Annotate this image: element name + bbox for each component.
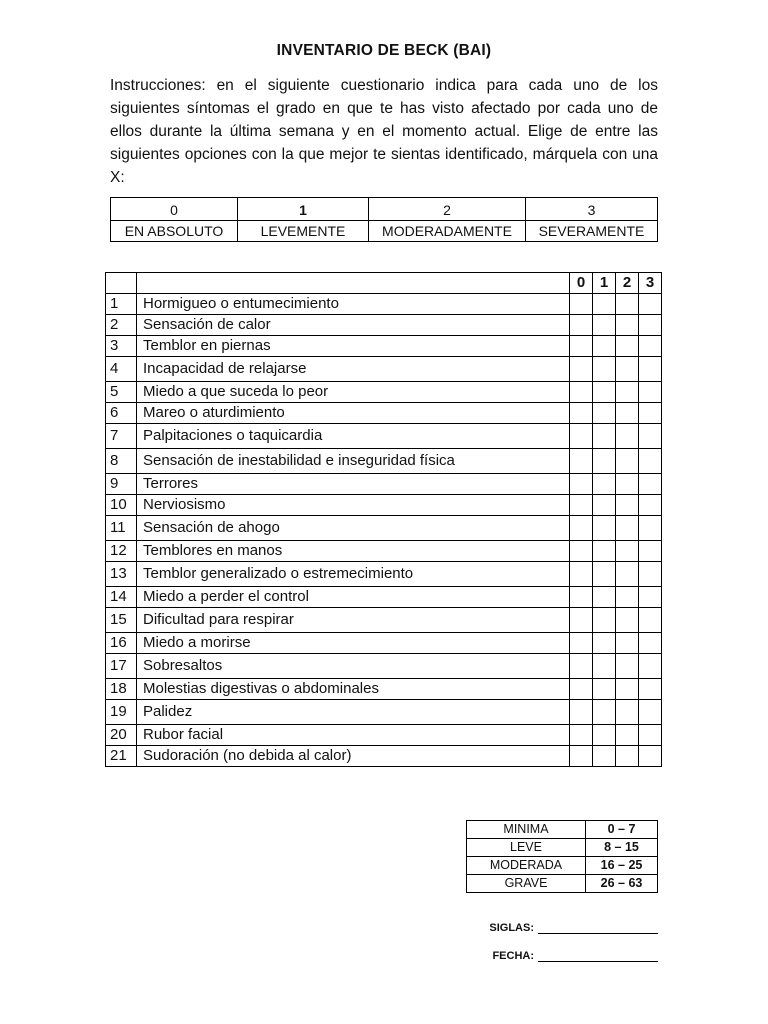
score-cell-2[interactable] (616, 746, 639, 767)
score-cell-3[interactable] (639, 746, 662, 767)
score-cell-3[interactable] (639, 474, 662, 495)
score-cell-0[interactable] (570, 587, 593, 608)
score-cell-2[interactable] (616, 474, 639, 495)
inventory-row (106, 424, 662, 449)
symptom-text: Temblor generalizado o estremecimiento (137, 562, 570, 587)
score-header: 3 (639, 273, 662, 294)
score-cell-3[interactable] (639, 449, 662, 474)
score-cell-2[interactable] (616, 654, 639, 679)
score-cell-1[interactable] (593, 382, 616, 403)
inventory-row (106, 654, 662, 679)
inventory-row (106, 382, 662, 403)
response-scale-table (110, 197, 658, 242)
inventory-row (106, 633, 662, 654)
severity-ranges-table (466, 820, 658, 893)
score-cell-0[interactable] (570, 541, 593, 562)
score-cell-2[interactable] (616, 403, 639, 424)
score-cell-1[interactable] (593, 424, 616, 449)
score-cell-3[interactable] (639, 587, 662, 608)
inventory-table (105, 272, 662, 767)
symptom-text: Nerviosismo (137, 495, 570, 516)
range-level: GRAVE (467, 875, 586, 893)
range-level: MODERADA (467, 857, 586, 875)
score-cell-3[interactable] (639, 382, 662, 403)
item-number: 5 (106, 382, 137, 403)
score-header: 2 (616, 273, 639, 294)
inventory-row (106, 679, 662, 700)
score-cell-2[interactable] (616, 449, 639, 474)
inventory-row (106, 449, 662, 474)
score-header: 1 (593, 273, 616, 294)
score-cell-2[interactable] (616, 587, 639, 608)
score-cell-2[interactable] (616, 424, 639, 449)
symptom-text: Rubor facial (137, 725, 570, 746)
date-label: FECHA: (492, 950, 534, 962)
score-cell-0[interactable] (570, 516, 593, 541)
score-cell-3[interactable] (639, 516, 662, 541)
score-cell-2[interactable] (616, 495, 639, 516)
score-cell-3[interactable] (639, 562, 662, 587)
score-cell-3[interactable] (639, 495, 662, 516)
item-number: 14 (106, 587, 137, 608)
score-cell-2[interactable] (616, 357, 639, 382)
score-cell-1[interactable] (593, 474, 616, 495)
score-cell-3[interactable] (639, 608, 662, 633)
item-number: 11 (106, 516, 137, 541)
score-cell-1[interactable] (593, 587, 616, 608)
score-header: 0 (570, 273, 593, 294)
score-cell-1[interactable] (593, 746, 616, 767)
item-number: 1 (106, 294, 137, 315)
scale-label: SEVERAMENTE (526, 221, 658, 242)
score-cell-1[interactable] (593, 562, 616, 587)
item-number: 7 (106, 424, 137, 449)
range-row (467, 857, 658, 875)
inventory-row (106, 474, 662, 495)
scale-value: 3 (526, 198, 658, 221)
score-cell-1[interactable] (593, 495, 616, 516)
header-symptom-cell (137, 273, 570, 294)
symptom-text: Temblores en manos (137, 541, 570, 562)
inventory-row (106, 725, 662, 746)
page-title: INVENTARIO DE BECK (BAI) (276, 42, 492, 59)
score-cell-0[interactable] (570, 474, 593, 495)
score-cell-3[interactable] (639, 294, 662, 315)
symptom-text: Dificultad para respirar (137, 608, 570, 633)
initials-input-line[interactable] (538, 923, 658, 934)
score-cell-2[interactable] (616, 725, 639, 746)
score-cell-3[interactable] (639, 700, 662, 725)
score-cell-1[interactable] (593, 449, 616, 474)
inventory-row (106, 562, 662, 587)
item-number: 21 (106, 746, 137, 767)
score-cell-1[interactable] (593, 633, 616, 654)
score-cell-0[interactable] (570, 424, 593, 449)
score-cell-1[interactable] (593, 700, 616, 725)
score-cell-1[interactable] (593, 541, 616, 562)
score-cell-2[interactable] (616, 700, 639, 725)
score-cell-1[interactable] (593, 608, 616, 633)
score-cell-0[interactable] (570, 679, 593, 700)
inventory-row (106, 403, 662, 424)
inventory-row (106, 608, 662, 633)
score-cell-2[interactable] (616, 294, 639, 315)
symptom-text: Mareo o aturdimiento (137, 403, 570, 424)
score-cell-3[interactable] (639, 725, 662, 746)
item-number: 13 (106, 562, 137, 587)
symptom-text: Sensación de inestabilidad e inseguridad física (137, 449, 570, 474)
score-cell-0[interactable] (570, 700, 593, 725)
symptom-text: Terrores (137, 474, 570, 495)
scale-value: 2 (369, 198, 526, 221)
scale-value: 1 (238, 198, 369, 221)
item-number: 18 (106, 679, 137, 700)
header-number-cell (106, 273, 137, 294)
score-cell-1[interactable] (593, 725, 616, 746)
item-number: 3 (106, 336, 137, 357)
item-number: 4 (106, 357, 137, 382)
score-cell-1[interactable] (593, 679, 616, 700)
item-number: 8 (106, 449, 137, 474)
inventory-row (106, 357, 662, 382)
score-cell-2[interactable] (616, 679, 639, 700)
initials-field (489, 922, 658, 934)
range-value: 0 – 7 (586, 821, 658, 839)
symptom-text: Miedo a perder el control (137, 587, 570, 608)
item-number: 2 (106, 315, 137, 336)
score-cell-0[interactable] (570, 449, 593, 474)
score-cell-0[interactable] (570, 403, 593, 424)
symptom-text: Molestias digestivas o abdominales (137, 679, 570, 700)
range-value: 8 – 15 (586, 839, 658, 857)
date-field (492, 950, 658, 962)
inventory-row (106, 516, 662, 541)
score-cell-2[interactable] (616, 382, 639, 403)
score-cell-1[interactable] (593, 403, 616, 424)
date-input-line[interactable] (538, 951, 658, 962)
score-cell-2[interactable] (616, 315, 639, 336)
symptom-text: Hormigueo o entumecimiento (137, 294, 570, 315)
score-cell-2[interactable] (616, 336, 639, 357)
inventory-row (106, 587, 662, 608)
range-level: LEVE (467, 839, 586, 857)
score-cell-3[interactable] (639, 315, 662, 336)
score-cell-0[interactable] (570, 746, 593, 767)
score-cell-1[interactable] (593, 336, 616, 357)
score-cell-2[interactable] (616, 516, 639, 541)
range-value: 26 – 63 (586, 875, 658, 893)
score-cell-1[interactable] (593, 654, 616, 679)
score-cell-1[interactable] (593, 294, 616, 315)
score-cell-3[interactable] (639, 336, 662, 357)
score-cell-0[interactable] (570, 608, 593, 633)
symptom-text: Miedo a que suceda lo peor (137, 382, 570, 403)
score-cell-0[interactable] (570, 294, 593, 315)
score-cell-3[interactable] (639, 654, 662, 679)
score-cell-3[interactable] (639, 633, 662, 654)
item-number: 12 (106, 541, 137, 562)
item-number: 17 (106, 654, 137, 679)
range-row (467, 875, 658, 893)
inventory-row (106, 541, 662, 562)
inventory-row (106, 294, 662, 315)
score-cell-0[interactable] (570, 633, 593, 654)
scale-labels-row (111, 221, 658, 242)
symptom-text: Palpitaciones o taquicardia (137, 424, 570, 449)
symptom-text: Palidez (137, 700, 570, 725)
score-cell-1[interactable] (593, 516, 616, 541)
score-cell-0[interactable] (570, 562, 593, 587)
scale-values-row (111, 198, 658, 221)
score-cell-0[interactable] (570, 654, 593, 679)
score-cell-2[interactable] (616, 633, 639, 654)
scale-value: 0 (111, 198, 238, 221)
scale-label: LEVEMENTE (238, 221, 369, 242)
item-number: 16 (106, 633, 137, 654)
item-number: 6 (106, 403, 137, 424)
symptom-text: Temblor en piernas (137, 336, 570, 357)
score-cell-3[interactable] (639, 424, 662, 449)
initials-label: SIGLAS: (489, 922, 534, 934)
scale-label: EN ABSOLUTO (111, 221, 238, 242)
score-cell-0[interactable] (570, 315, 593, 336)
score-cell-0[interactable] (570, 357, 593, 382)
score-cell-3[interactable] (639, 403, 662, 424)
inventory-header-row (106, 273, 662, 294)
range-row (467, 821, 658, 839)
inventory-row (106, 336, 662, 357)
score-cell-2[interactable] (616, 541, 639, 562)
score-cell-0[interactable] (570, 495, 593, 516)
symptom-text: Sensación de ahogo (137, 516, 570, 541)
score-cell-3[interactable] (639, 679, 662, 700)
inventory-row (106, 746, 662, 767)
score-cell-0[interactable] (570, 725, 593, 746)
item-number: 9 (106, 474, 137, 495)
score-cell-3[interactable] (639, 541, 662, 562)
inventory-row (106, 495, 662, 516)
item-number: 20 (106, 725, 137, 746)
score-cell-1[interactable] (593, 315, 616, 336)
symptom-text: Miedo a morirse (137, 633, 570, 654)
range-level: MINIMA (467, 821, 586, 839)
score-cell-1[interactable] (593, 357, 616, 382)
range-row (467, 839, 658, 857)
item-number: 15 (106, 608, 137, 633)
symptom-text: Sudoración (no debida al calor) (137, 746, 570, 767)
item-number: 10 (106, 495, 137, 516)
inventory-row (106, 700, 662, 725)
symptom-text: Incapacidad de relajarse (137, 357, 570, 382)
symptom-text: Sobresaltos (137, 654, 570, 679)
inventory-row (106, 315, 662, 336)
score-cell-0[interactable] (570, 336, 593, 357)
range-value: 16 – 25 (586, 857, 658, 875)
score-cell-2[interactable] (616, 562, 639, 587)
scale-label: MODERADAMENTE (369, 221, 526, 242)
instructions-text: Instrucciones: en el siguiente cuestionario indica para cada uno de los siguientes síntomas el grado en que te has visto afectado por cada uno de ellos durante la última semana y en el momento actual. Elige de entre las siguientes opciones con la que mejor te sientas identificado, márquela con una X: (110, 77, 658, 186)
item-number: 19 (106, 700, 137, 725)
score-cell-0[interactable] (570, 382, 593, 403)
symptom-text: Sensación de calor (137, 315, 570, 336)
score-cell-2[interactable] (616, 608, 639, 633)
score-cell-3[interactable] (639, 357, 662, 382)
